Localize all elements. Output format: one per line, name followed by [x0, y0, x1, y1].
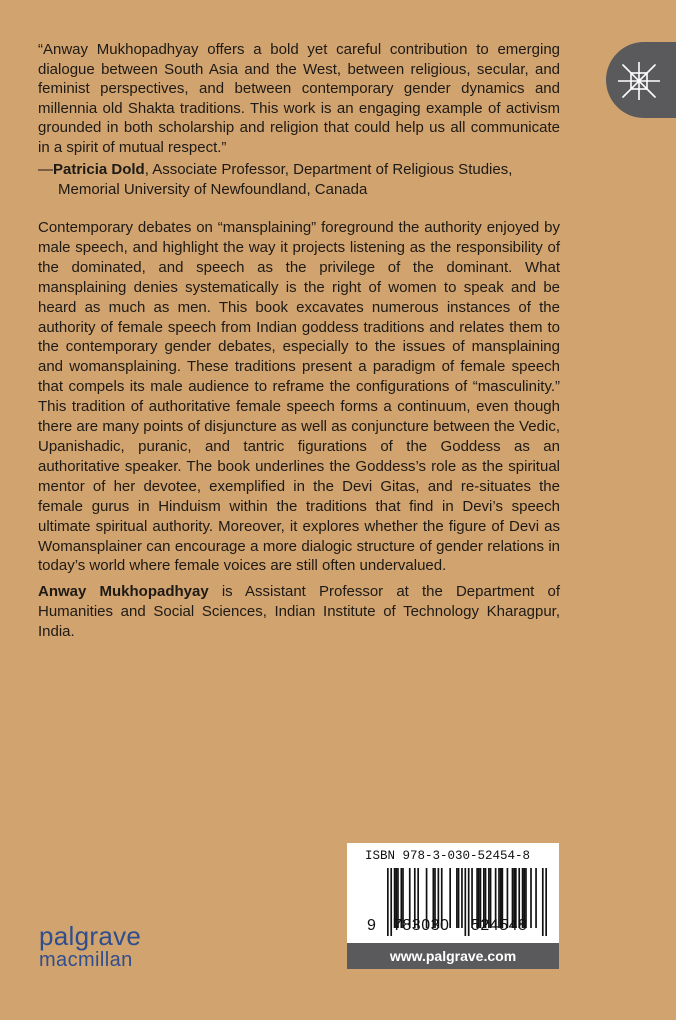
endorser-name: Patricia Dold — [53, 161, 145, 178]
ean-right-group: 524548 — [471, 917, 528, 934]
author-name: Anway Mukhopadhyay — [38, 583, 209, 600]
publisher-line-2: macmillan — [39, 949, 133, 971]
ean-lead-digit: 9 — [367, 917, 376, 934]
author-bio-text: is Assistant Professor at the Department of Humanities and Social Sciences, Indian Institute of Technology Kharagpur, India. — [38, 583, 561, 640]
publisher-website: www.palgrave.com — [347, 943, 559, 969]
book-description: Contemporary debates on “mansplaining” foreground the authority enjoyed by male speech, and highlight the way it projects listening as the responsibility of the dominated, and speech as the privilege of the dominant. What mansplaining denies systematically is the right of women to speak and be heard as much as men. This book excavates numerous instances of the authority of female speech from Indian goddess traditions and relates them to the contemporary gender debates, especially to the issues of mansplaining and womansplaining. These traditions present a paradigm of female speech that compels its male audience to reframe the configurations of “masculinity.” This tradition of authoritative female speech forms a continuum, even though there are many points of disjuncture as well as conjuncture between the Vedic, Upanishadic, puranic, and tantric figurations of the Goddess as an authoritative speaker. The book underlines the Goddess’s role as the spiritual mentor of her devotee, exemplified in the Devi Gitas, and re-situates the female gurus in Hinduism within the traditions that find in Devi’s speech ultimate spiritual authority. Moreover, it explores whether the figure of Devi as Womansplainer can encourage a more dialogic structure of gender relations in today’s world where female voices are still often undervalued. — [38, 219, 560, 575]
attribution-dash: — — [38, 161, 53, 178]
barcode-panel — [347, 843, 559, 969]
endorsement-quote: “Anway Mukhopadhyay offers a bold yet careful contribution to emerging dialogue between South Asia and the West, between religious, secular, and feminist perspectives, and between contemporary gender dynamics and millennia old Shakta traditions. This work is an engaging example of activism grounded in both scholarship and religion that could help us all communicate in a spirit of mutual respect.” — [38, 41, 560, 156]
publisher-wordmark — [39, 923, 141, 971]
palgrave-star-icon — [618, 62, 660, 100]
ean-left-group: 783030 — [393, 917, 450, 934]
author-bio — [38, 582, 560, 642]
endorsement-attribution — [38, 160, 560, 199]
publisher-line-1: palgrave — [39, 921, 142, 951]
endorser-title: , Associate Professor, Department of Religious Studies, — [144, 161, 513, 178]
publisher-logo-tab — [606, 42, 676, 118]
isbn-label: ISBN 978-3-030-52454-8 — [365, 849, 531, 863]
ean-digits — [347, 917, 559, 941]
endorser-affiliation: Memorial University of Newfoundland, Canada — [58, 180, 368, 198]
